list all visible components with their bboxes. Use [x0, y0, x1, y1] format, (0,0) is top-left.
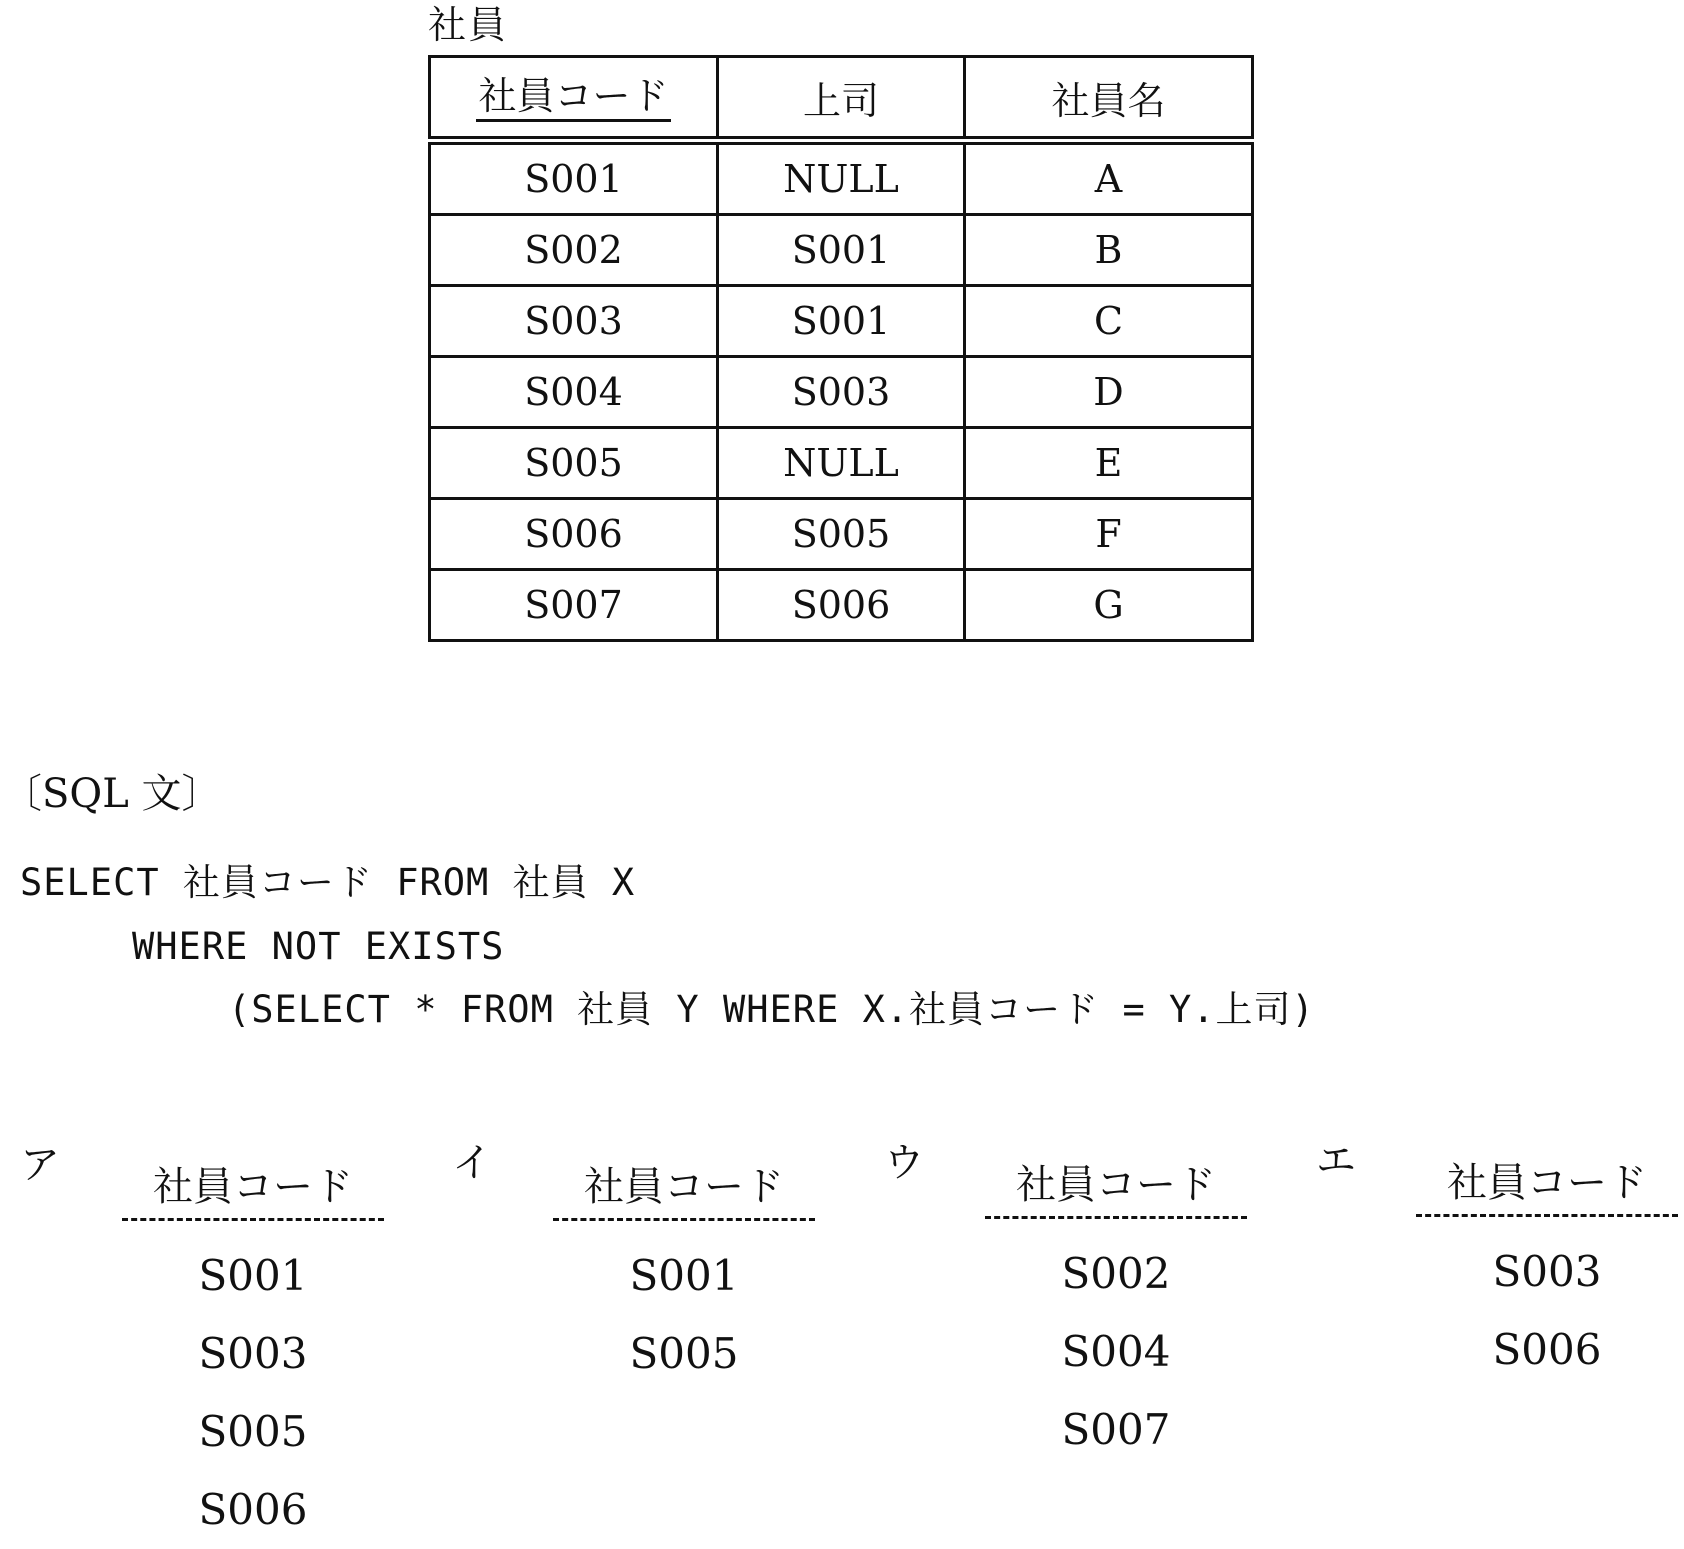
cell-employee-code: S001: [430, 141, 718, 215]
choice-i-answer: [553, 1160, 815, 1393]
answer-value: S005: [629, 1329, 739, 1378]
header-manager: 上司: [718, 57, 965, 141]
table-row: [430, 141, 1253, 215]
cell-employee-code: S002: [430, 215, 718, 286]
cell-employee-name: C: [965, 286, 1253, 357]
cell-employee-name: D: [965, 357, 1253, 428]
answer-value: S003: [198, 1329, 308, 1378]
cell-manager: S001: [718, 286, 965, 357]
sql-line-where: WHERE NOT EXISTS: [132, 925, 505, 968]
cell-manager: NULL: [718, 141, 965, 215]
cell-employee-name: A: [965, 141, 1253, 215]
table-header-row: [430, 57, 1253, 141]
choice-u-answer: [985, 1158, 1247, 1469]
answer-values: [1416, 1233, 1678, 1389]
cell-manager: S005: [718, 499, 965, 570]
header-employee-code: [430, 57, 718, 141]
table-row: [430, 286, 1253, 357]
sql-line-subquery: (SELECT * FROM 社員 Y WHERE X.社員コード = Y.上司): [228, 988, 1315, 1031]
table-row: [430, 428, 1253, 499]
cell-employee-name: G: [965, 570, 1253, 641]
cell-manager: NULL: [718, 428, 965, 499]
cell-employee-code: S004: [430, 357, 718, 428]
cell-employee-code: S003: [430, 286, 718, 357]
answer-value: S007: [1061, 1405, 1171, 1454]
answer-value: S001: [198, 1251, 308, 1300]
answer-value: S006: [1492, 1325, 1602, 1374]
table-row: [430, 499, 1253, 570]
sql-line-select: SELECT 社員コード FROM 社員 X: [20, 861, 636, 904]
cell-employee-code: S005: [430, 428, 718, 499]
cell-employee-name: B: [965, 215, 1253, 286]
choice-label-a: ア: [20, 1142, 60, 1188]
answer-value: S003: [1492, 1247, 1602, 1296]
answer-value: S004: [1061, 1327, 1171, 1376]
employee-table: [428, 55, 1254, 642]
answer-value: S006: [198, 1485, 308, 1534]
table-row: [430, 570, 1253, 641]
answer-header: 社員コード: [1416, 1156, 1678, 1217]
cell-employee-code: S007: [430, 570, 718, 641]
answer-value: S005: [198, 1407, 308, 1456]
primary-key-label: 社員コード: [476, 73, 670, 122]
cell-manager: S003: [718, 357, 965, 428]
cell-employee-code: S006: [430, 499, 718, 570]
table-row: [430, 215, 1253, 286]
table-title: 社員: [428, 3, 509, 47]
cell-manager: S001: [718, 215, 965, 286]
answer-header: 社員コード: [985, 1158, 1247, 1219]
sql-heading: 〔SQL 文〕: [2, 771, 222, 817]
choice-a-answer: [122, 1160, 384, 1549]
answer-header: 社員コード: [122, 1160, 384, 1221]
cell-employee-name: E: [965, 428, 1253, 499]
answer-header: 社員コード: [553, 1160, 815, 1221]
choice-label-i: イ: [452, 1140, 492, 1186]
cell-employee-name: F: [965, 499, 1253, 570]
answer-values: [553, 1237, 815, 1393]
choice-label-u: ウ: [884, 1140, 924, 1186]
answer-value: S001: [629, 1251, 739, 1300]
answer-values: [122, 1237, 384, 1549]
answer-value: S002: [1061, 1249, 1171, 1298]
table-row: [430, 357, 1253, 428]
choice-e-answer: [1416, 1156, 1678, 1389]
answer-values: [985, 1235, 1247, 1469]
cell-manager: S006: [718, 570, 965, 641]
header-employee-name: 社員名: [965, 57, 1253, 141]
choice-label-e: エ: [1316, 1138, 1356, 1184]
